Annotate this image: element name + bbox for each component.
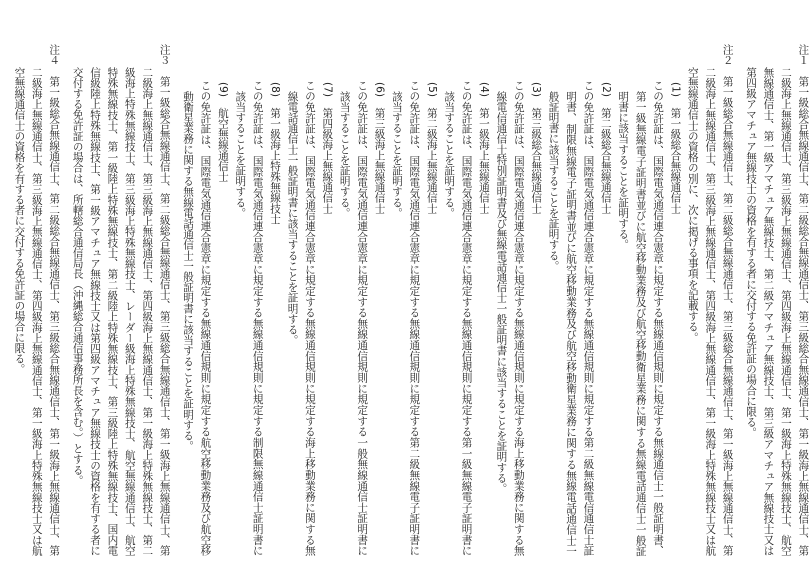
note-2-item-2-body: この免許証は、国際電気通信連合憲章に規定する無線通信規則に規定する第二級無線電信通信士証明書、制限無線電子証明書並びに航空移動業務及び航空移動衛星業務に関する無線電話通信士一般証明書に該当することを証明する。 [547, 80, 595, 556]
note-2-item-8-heading: (8) 第一級海上特殊無線技士 [269, 82, 282, 225]
note-2-item-6-body: この免許証は、国際電気通信連合憲章に規定する無線通信規則に規定する一般無線通信士証明書に該当することを証明する。 [338, 80, 369, 556]
note-2-item-4-body: この免許証は、国際電気通信連合憲章に規定する無線通信規則に規定する第一級無線電子証明書に該当することを証明する。 [443, 80, 473, 556]
note-2-item-9-heading: (9) 航空無線通信士 [216, 82, 229, 182]
note-separator [736, 44, 742, 556]
note-2-item-2-heading: (2) 第二級総合無線通信士 [599, 82, 612, 214]
note-2-item-3-body: この免許証は、国際電気通信連合憲章に規定する無線通信規則に規定する海上移動業務に関する無線電信通信士特別証明書及び無線電話通信士一般証明書に該当することを証明する。 [495, 80, 525, 556]
note-3: 注３ 第一級総合無線通信士、第二級総合無線通信士、第三級総合無線通信士、第一級海上無線通信士、第二級海上無線通信士、第三級海上無線通信士、第四級海上無線通信士、第一級海上特殊無線技士、第二級海上特殊無線技士、第三級海上特殊無線技士、レーダー級海上特殊無線技士、航空無線通信士、航空特殊無線技士、第一級陸上特殊無線技士、第二級陸上特殊無線技士、第三級陸上特殊無線技士、国内電信級陸上特殊無線技士、第一級アマチュア無線技士又は第四級アマチュア無線技士の資格を有する者に交付する免許証の場合は、所轄総合通信局長（沖縄総合通信事務所長を含む。）とする。 [71, 44, 171, 556]
note-1: 注１ 第一級総合無線通信士、第二級総合無線通信士、第三級総合無線通信士、第一級海上無線通信士、第二級海上無線通信士、第三級海上無線通信士、第四級海上無線通信士、第一級海上特殊無線技士、航空無線通信士、第一級アマチュア無線技士、第二級アマチュア無線技士、第三級アマチュア無線技士又は第四級アマチュア無線技士の資格を有する者に交付する免許証の場合に限る。 [745, 44, 810, 556]
note-4: 注４ 第一級総合無線通信士、第二級総合無線通信士、第三級総合無線通信士、第一級海上無線通信士、第二級海上無線通信士、第三級海上無線通信士、第四級海上無線通信士、第一級海上特殊無線技士又は航空無線通信士の資格を有する者に交付する免許証の場合に限る。 [13, 44, 61, 556]
note-2-item-1-body: この免許証は、国際電気通信連合憲章に規定する無線通信規則に規定する無線通信士一般証明書、第一級無線電子証明書並びに航空移動業務及び航空移動衛星業務に関する無線電話通信士一般証明書に該当することを証明する。 [617, 80, 665, 556]
note-2-item-7-heading: (7) 第四級海上無線通信士 [321, 82, 334, 214]
note-2-item-6-heading: (6) 第三級海上無線通信士 [373, 82, 386, 214]
note-2-item-5-heading: (5) 第二級海上無線通信士 [425, 82, 438, 214]
note-2-item-3-heading: (3) 第三級総合無線通信士 [530, 82, 543, 214]
note-2-item-5-body: この免許証は、国際電気通信連合憲章に規定する無線通信規則に規定する第二級無線電子証明書に該当することを証明する。 [390, 80, 421, 556]
note-2-item-7-body: この免許証は、国際電気通信連合憲章に規定する無線通信規則に規定する海上移動業務に関する無線電話通信士一般証明書に該当することを証明する。 [286, 80, 316, 556]
note-2-item-1-heading: (1) 第一級総合無線通信士 [669, 82, 682, 214]
note-2-intro: 注２ 第一級総合無線通信士、第二級総合無線通信士、第三級総合無線通信士、第一級海上無線通信士、第二級海上無線通信士、第三級海上無線通信士、第四級海上無線通信士、第一級海上特殊無線技士又は航空無線通信士の資格の別に、次に掲げる事項を記載する。 [686, 44, 734, 556]
notes-text [10, 44, 811, 556]
note-separator [173, 44, 179, 556]
note-2-item-9-body: この免許証は、国際電気通信連合憲章に規定する無線通信規則に規定する航空移動業務及び航空移動衛星業務に関する無線電話通信士一般証明書に該当することを証明する。 [182, 80, 212, 556]
note-2-item-8-body: この免許証は、国際電気通信連合憲章に規定する無線通信規則に規定する制限無線通信士証明書に該当することを証明する。 [234, 80, 264, 556]
note-2-item-4-heading: (4) 第一級海上無線通信士 [477, 82, 490, 214]
